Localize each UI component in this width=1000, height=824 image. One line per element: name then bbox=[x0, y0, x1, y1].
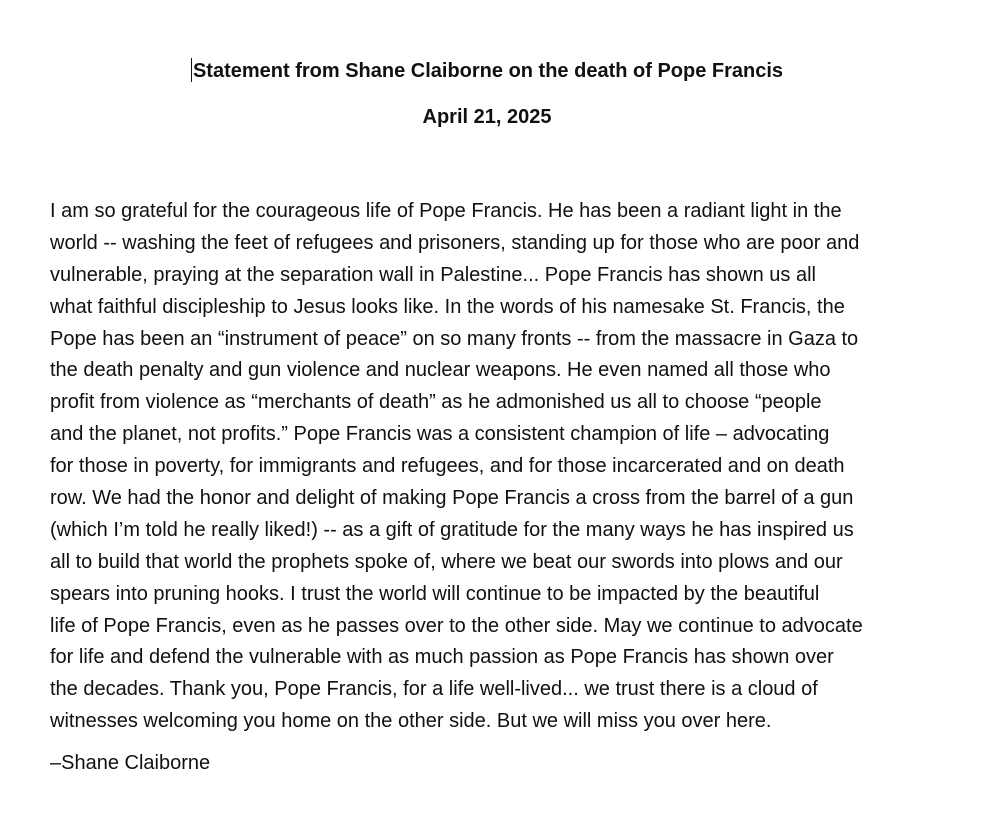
body-line: and the planet, not profits.” Pope Francis was a consistent champion of life – advocating bbox=[50, 423, 830, 446]
body-line: for life and defend the vulnerable with as much passion as Pope Francis has shown over bbox=[50, 646, 834, 669]
body-line: all to build that world the prophets spoke of, where we beat our swords into plows and our bbox=[50, 550, 843, 573]
body-line: I am so grateful for the courageous life of Pope Francis. He has been a radiant light in the bbox=[50, 200, 842, 222]
document-date: April 21, 2025 bbox=[422, 106, 552, 128]
body-line: vulnerable, praying at the separation wall in Palestine... Pope Francis has shown us all bbox=[50, 263, 816, 286]
body-line: (which I’m told he really liked!) -- as a gift of gratitude for the many ways he has inspired us bbox=[50, 518, 854, 541]
text-cursor bbox=[191, 58, 192, 82]
signature: –Shane Claiborne bbox=[50, 752, 211, 774]
body-line: world -- washing the feet of refugees and prisoners, standing up for those who are poor and bbox=[50, 231, 860, 254]
body-line: profit from violence as “merchants of death” as he admonished us all to choose “people bbox=[50, 391, 822, 414]
body-line: for those in poverty, for immigrants and refugees, and for those incarcerated and on death bbox=[50, 455, 845, 478]
statement-body bbox=[50, 196, 950, 738]
body-line: row. We had the honor and delight of making Pope Francis a cross from the barrel of a gun bbox=[50, 487, 854, 510]
body-line: what faithful discipleship to Jesus looks like. In the words of his namesake St. Francis, the bbox=[50, 295, 845, 318]
body-line: witnesses welcoming you home on the other side. But we will miss you over here. bbox=[50, 710, 772, 733]
document-title bbox=[0, 58, 974, 83]
body-line: life of Pope Francis, even as he passes over to the other side. May we continue to advocate bbox=[50, 614, 863, 637]
body-line: spears into pruning hooks. I trust the world will continue to be impacted by the beautiful bbox=[50, 582, 820, 605]
body-line: Pope has been an “instrument of peace” on so many fronts -- from the massacre in Gaza to bbox=[50, 327, 859, 350]
title-text: Statement from Shane Claiborne on the death of Pope Francis bbox=[192, 60, 784, 82]
body-line: the death penalty and gun violence and nuclear weapons. He even named all those who bbox=[50, 359, 831, 382]
body-line: the decades. Thank you, Pope Francis, for a life well-lived... we trust there is a cloud of bbox=[50, 678, 818, 701]
